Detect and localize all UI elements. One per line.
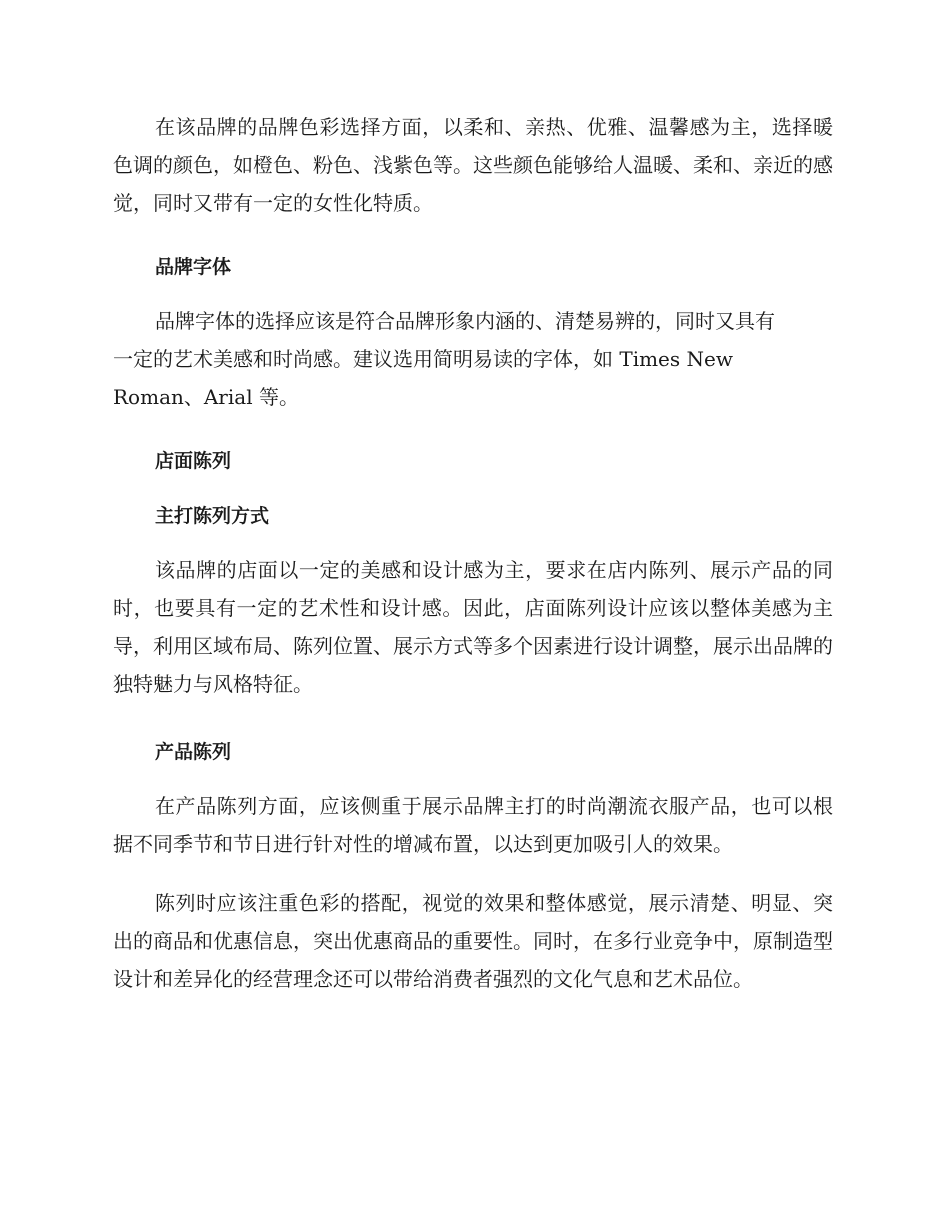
paragraph-brand-font-line-3: Roman、Arial 等。	[113, 385, 299, 409]
heading-store-display: 店面陈列	[155, 450, 232, 472]
paragraph-product-display-1: 在产品陈列方面，应该侧重于展示品牌主打的时尚潮流衣服产品，也可以根据不同季节和节日进行针对性的增减布置，以达到更加吸引人的效果。	[113, 794, 833, 856]
heading-product-display: 产品陈列	[155, 741, 232, 763]
paragraph-product-display-2: 陈列时应该注重色彩的搭配，视觉的效果和整体感觉，展示清楚、明显、突出的商品和优惠信息，突出优惠商品的重要性。同时，在多行业竞争中，原制造型设计和差异化的经营理念还可以带给消费者强烈的文化气息和艺术品位。	[113, 891, 833, 991]
paragraph-main-display: 该品牌的店面以一定的美感和设计感为主，要求在店内陈列、展示产品的同时，也要具有一定的艺术性和设计感。因此，店面陈列设计应该以整体美感为主导，利用区域布局、陈列位置、展示方式等多个因素进行设计调整，展示出品牌的独特魅力与风格特征。	[113, 558, 833, 696]
heading-main-display: 主打陈列方式	[155, 505, 270, 527]
paragraph-brand-font-line-1: 品牌字体的选择应该是符合品牌形象内涵的、清楚易辨的，同时又具有	[155, 309, 775, 333]
paragraph-brand-color: 在该品牌的品牌色彩选择方面，以柔和、亲热、优雅、温馨感为主，选择暖色调的颜色，如橙色、粉色、浅紫色等。这些颜色能够给人温暖、柔和、亲近的感觉，同时又带有一定的女性化特质。	[113, 115, 833, 215]
paragraph-brand-font-line-2: 一定的艺术美感和时尚感。建议选用简明易读的字体，如 Times New	[113, 347, 733, 371]
paragraph-brand-font	[113, 302, 833, 416]
heading-brand-font: 品牌字体	[155, 256, 232, 278]
